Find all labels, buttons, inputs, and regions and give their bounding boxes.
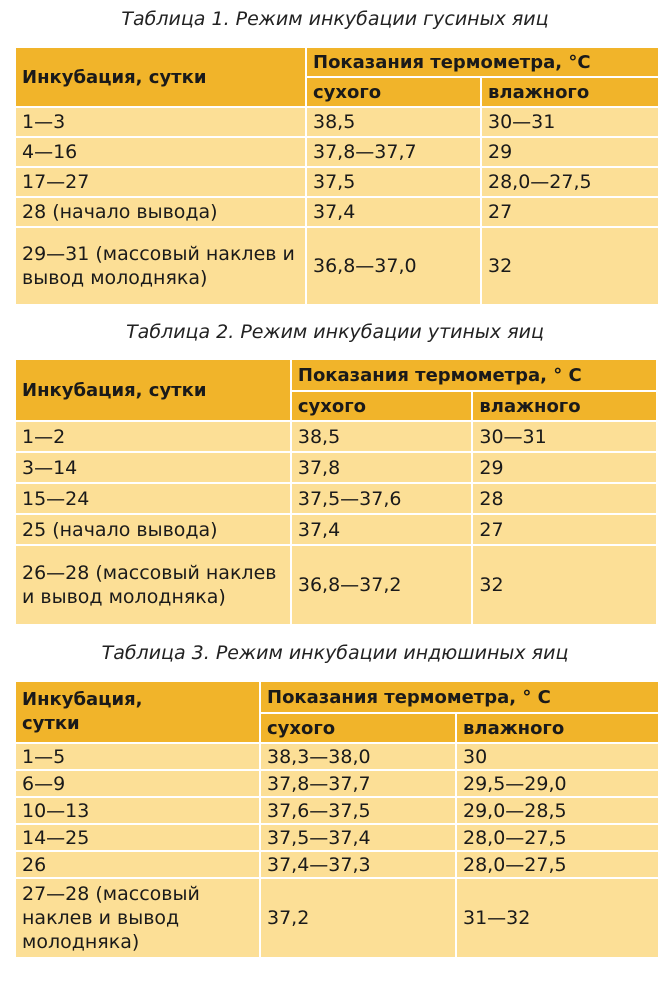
table-row <box>15 452 657 483</box>
header-dry: сухого <box>306 77 481 107</box>
cell-dry: 36,8—37,2 <box>291 545 473 625</box>
cell-dry: 37,4 <box>306 197 481 227</box>
table-3-caption: Таблица 3. Режим инкубации индюшиных яиц <box>101 642 569 664</box>
cell-dry: 37,2 <box>260 878 456 958</box>
cell-wet: 30 <box>456 743 659 770</box>
cell-days: 10—13 <box>15 797 260 824</box>
cell-wet: 29,5—29,0 <box>456 770 659 797</box>
cell-dry: 37,5 <box>306 167 481 197</box>
cell-wet: 29 <box>481 137 659 167</box>
cell-days: 26 <box>15 851 260 878</box>
cell-days: 4—16 <box>15 137 306 167</box>
cell-days: 1—5 <box>15 743 260 770</box>
header-thermometer: Показания термометра, ° С <box>260 681 659 713</box>
table-row <box>15 770 659 797</box>
table-goose <box>14 46 660 306</box>
cell-days: 15—24 <box>15 483 291 514</box>
table-row <box>15 851 659 878</box>
cell-days: 17—27 <box>15 167 306 197</box>
cell-dry: 38,3—38,0 <box>260 743 456 770</box>
cell-wet: 28,0—27,5 <box>456 824 659 851</box>
cell-wet: 27 <box>481 197 659 227</box>
table-row <box>15 197 659 227</box>
header-wet: влажного <box>481 77 659 107</box>
cell-wet: 32 <box>481 227 659 305</box>
cell-dry: 37,8—37,7 <box>260 770 456 797</box>
header-days: Инкубация, сутки <box>15 359 291 421</box>
table-row <box>15 107 659 137</box>
cell-days: 14—25 <box>15 824 260 851</box>
header-wet: влажного <box>456 713 659 743</box>
table-row <box>15 545 657 625</box>
cell-wet: 29 <box>472 452 657 483</box>
cell-wet: 28,0—27,5 <box>456 851 659 878</box>
cell-dry: 37,4 <box>291 514 473 545</box>
header-days: Инкубация, сутки <box>15 47 306 107</box>
table-row <box>15 514 657 545</box>
cell-days: 29—31 (массовый наклев и вывод молодняка) <box>15 227 306 305</box>
table-row <box>15 878 659 958</box>
cell-days: 27—28 (массовый наклев и вывод молодняка) <box>15 878 260 958</box>
table-duck <box>14 358 658 626</box>
table-1-caption: Таблица 1. Режим инкубации гусиных яиц <box>121 8 549 30</box>
cell-wet: 30—31 <box>481 107 659 137</box>
cell-wet: 29,0—28,5 <box>456 797 659 824</box>
cell-dry: 38,5 <box>306 107 481 137</box>
cell-wet: 28,0—27,5 <box>481 167 659 197</box>
cell-days: 1—2 <box>15 421 291 452</box>
header-days: Инкубация, сутки <box>15 681 260 743</box>
table-row <box>15 483 657 514</box>
cell-days: 3—14 <box>15 452 291 483</box>
cell-dry: 38,5 <box>291 421 473 452</box>
cell-dry: 37,8 <box>291 452 473 483</box>
table-row <box>15 227 659 305</box>
table-2-caption: Таблица 2. Режим инкубации утиных яиц <box>126 321 544 343</box>
table-row <box>15 797 659 824</box>
cell-days: 26—28 (массовый наклев и вывод молодняка) <box>15 545 291 625</box>
cell-days: 6—9 <box>15 770 260 797</box>
cell-days: 28 (начало вывода) <box>15 197 306 227</box>
table-row <box>15 743 659 770</box>
header-thermometer: Показания термометра, ° С <box>291 359 657 391</box>
cell-wet: 30—31 <box>472 421 657 452</box>
cell-wet: 27 <box>472 514 657 545</box>
header-dry: сухого <box>291 391 473 421</box>
header-wet: влажного <box>472 391 657 421</box>
table-row <box>15 824 659 851</box>
cell-dry: 37,4—37,3 <box>260 851 456 878</box>
cell-dry: 37,5—37,6 <box>291 483 473 514</box>
cell-dry: 37,5—37,4 <box>260 824 456 851</box>
header-thermometer: Показания термометра, °C <box>306 47 659 77</box>
table-row <box>15 421 657 452</box>
cell-dry: 37,6—37,5 <box>260 797 456 824</box>
header-dry: сухого <box>260 713 456 743</box>
cell-dry: 36,8—37,0 <box>306 227 481 305</box>
cell-days: 1—3 <box>15 107 306 137</box>
table-row <box>15 167 659 197</box>
cell-days: 25 (начало вывода) <box>15 514 291 545</box>
cell-wet: 28 <box>472 483 657 514</box>
table-turkey <box>14 680 660 959</box>
cell-wet: 31—32 <box>456 878 659 958</box>
cell-dry: 37,8—37,7 <box>306 137 481 167</box>
table-row <box>15 137 659 167</box>
cell-wet: 32 <box>472 545 657 625</box>
